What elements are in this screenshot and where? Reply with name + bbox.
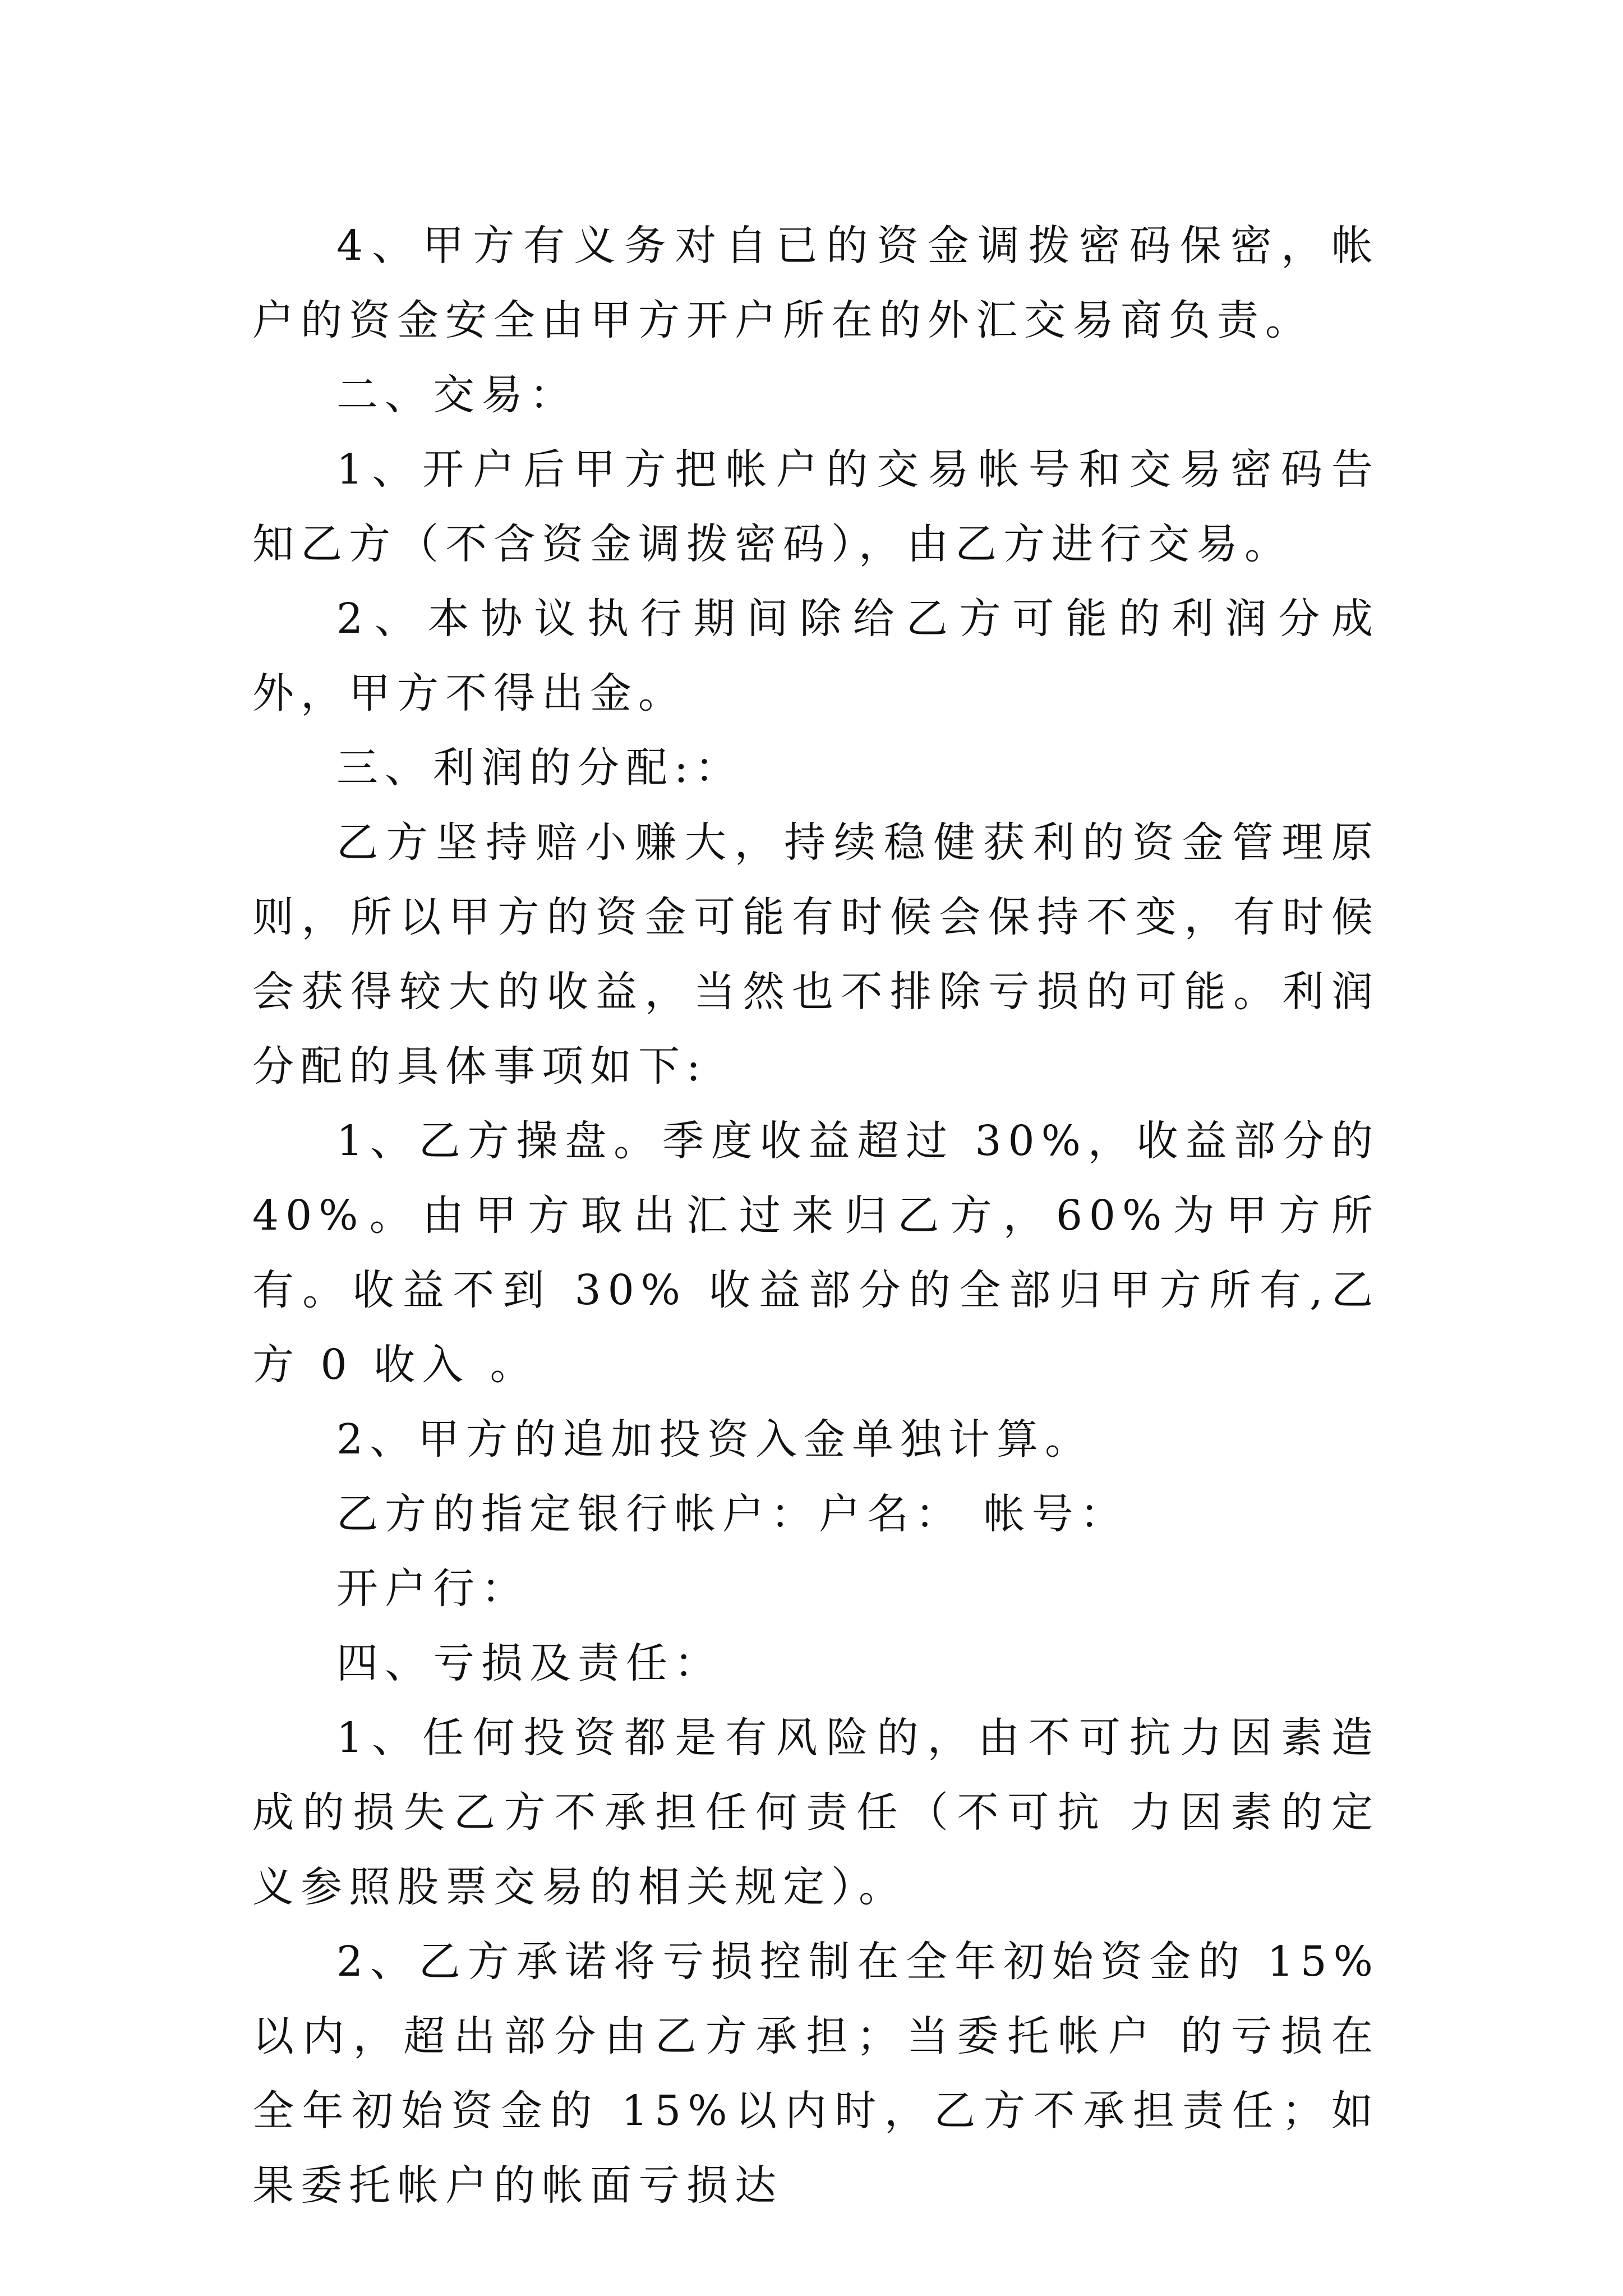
- paragraph-profit-2: 2、甲方的追加投资入金单独计算。: [336, 1415, 1094, 1464]
- section-heading-profit-distribution: 三、利润的分配:：: [336, 744, 743, 792]
- paragraph-trading-1: 1、开户后甲方把帐户的交易帐号和交易密码告知乙方（不含资金调拨密码），由乙方进行交易。: [252, 445, 1380, 568]
- paragraph-bank-account: 乙方的指定银行帐户：户名： 帐号：: [336, 1490, 1128, 1538]
- paragraph-bank-branch: 开户行：: [336, 1565, 529, 1613]
- paragraph-trading-2: 2、本协议执行期间除给乙方可能的利润分成外，甲方不得出金。: [252, 595, 1380, 717]
- section-heading-trading: 二、交易：: [336, 371, 578, 419]
- section-heading-loss-liability: 四、亏损及责任：: [336, 1639, 722, 1687]
- paragraph-profit-principle: 乙方坚持赔小赚大，持续稳健获利的资金管理原则，所以甲方的资金可能有时候会保持不变，有时候会获得较大的收益，当然也不排除亏损的可能。利润分配的具体事项如下:: [252, 818, 1380, 1091]
- document-body: [252, 209, 1380, 2223]
- paragraph-loss-1: 1、任何投资都是有风险的，由不可抗力因素造成的损失乙方不承担任何责任（不可抗 力因素的定义参照股票交易的相关规定）。: [252, 1714, 1380, 1911]
- paragraph-loss-2: 2、乙方承诺将亏损控制在全年初始资金的 15%以内，超出部分由乙方承担；当委托帐户 的亏损在全年初始资金的 15%以内时，乙方不承担责任；如果委托帐户的帐面亏损达: [252, 1938, 1380, 2210]
- paragraph-profit-1: 1、乙方操盘。季度收益超过 30%，收益部分的 40%。由甲方取出汇过来归乙方，60%为甲方所有。收益不到 30% 收益部分的全部归甲方所有,乙方 0 收入 。: [252, 1117, 1380, 1389]
- paragraph-clause-4: 4、甲方有义务对自已的资金调拨密码保密，帐户的资金安全由甲方开户所在的外汇交易商负责。: [252, 222, 1380, 344]
